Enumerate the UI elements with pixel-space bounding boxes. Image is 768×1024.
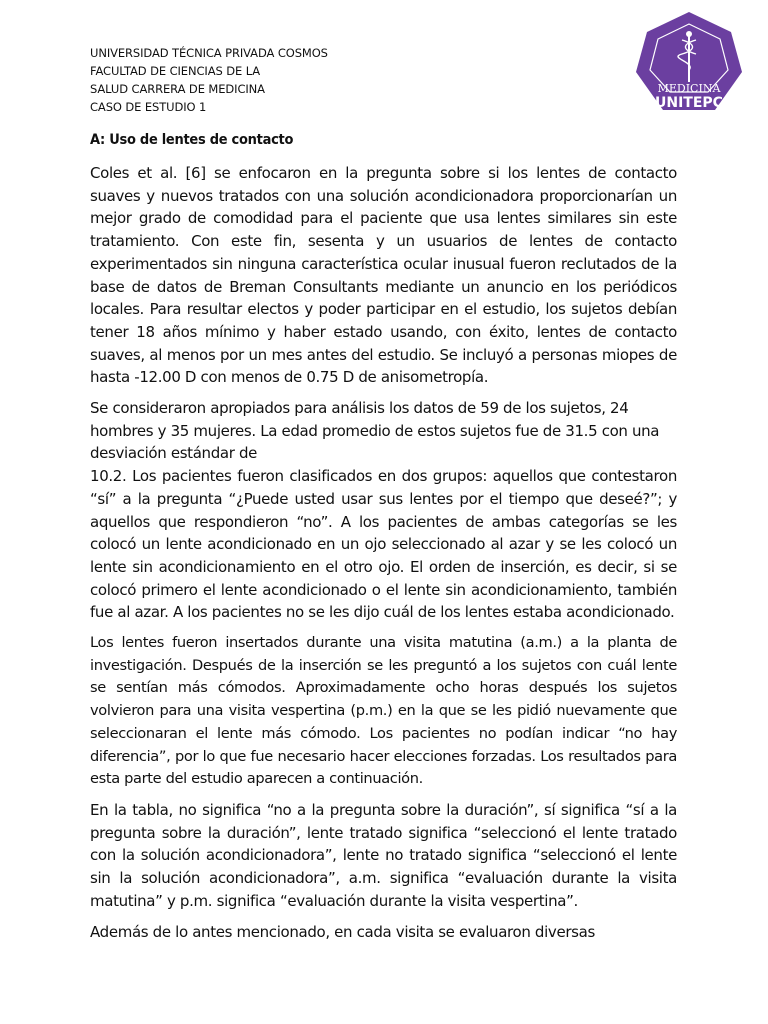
paragraph: Además de lo antes mencionado, en cada visita se evaluaron diversas bbox=[90, 922, 595, 941]
document-header bbox=[90, 44, 328, 116]
section-heading: A: Uso de lentes de contacto bbox=[90, 132, 294, 148]
document-body bbox=[90, 162, 677, 951]
header-faculty: FACULTAD DE CIENCIAS DE LA bbox=[90, 64, 261, 78]
paragraph: En la tabla, no significa “no a la pregunta sobre la duración”, sí significa “sí a la pregunta sobre la duración”, lente tratado significa “seleccionó el lente tratado con la solución acondicionadora”, lente no tratado significa “seleccionó el lente sin la solución acondicionadora”, a.m. significa “evaluación durante la visita matutina” y p.m. significa “evaluación durante la visita vespertina”. bbox=[90, 800, 677, 910]
logo-brand-text: UNITEPC bbox=[655, 95, 723, 111]
header-career: SALUD CARRERA DE MEDICINA bbox=[90, 82, 265, 96]
logo-medicina-text: MEDICINA bbox=[657, 82, 721, 95]
paragraph: Se consideraron apropiados para análisis los datos de 59 de los sujetos, 24 hombres y 35 mujeres. La edad promedio de estos sujetos fue de 31.5 con una desviación estándar de bbox=[90, 399, 660, 463]
paragraph: 10.2. Los pacientes fueron clasificados en dos grupos: aquellos que contestaron “sí” a la pregunta “¿Puede usted usar sus lentes por el tiempo que deseé?”; y aquellos que respondieron “no”. A los pacientes de ambas categorías se les colocó un lente acondicionado en un ojo seleccionado al azar y se les colocó un lente sin acondicionamiento en el otro ojo. El orden de inserción, es decir, si se colocó primero el lente acondicionado o el lente sin acondicionamiento, también fue al azar. A los pacientes no se les dijo cuál de los lentes estaba acondicionado. bbox=[90, 467, 677, 622]
header-case: CASO DE ESTUDIO 1 bbox=[90, 100, 207, 114]
unitepc-logo bbox=[632, 10, 746, 114]
paragraph: Coles et al. [6] se enfocaron en la pregunta sobre si los lentes de contacto suaves y nuevos tratados con una solución acondicionadora proporcionarían un mejor grado de comodidad para el paciente que usa lentes similares sin este tratamiento. Con este fin, sesenta y un usuarios de lentes de contacto experimentados sin ninguna característica ocular inusual fueron reclutados de la base de datos de Breman Consultants mediante un anuncio en los periódicos locales. Para resultar electos y poder participar en el estudio, los sujetos debían tener 18 años mínimo y haber estado usando, con éxito, lentes de contacto suaves, al menos por un mes antes del estudio. Se incluyó a personas miopes de hasta -12.00 D con menos de 0.75 D de anisometropía. bbox=[90, 164, 677, 387]
paragraph: Los lentes fueron insertados durante una visita matutina (a.m.) a la planta de investigación. Después de la inserción se les preguntó a los sujetos con cuál lente se sentían más cómodos. Aproximadamente ocho horas después los sujetos volvieron para una visita vespertina (p.m.) en la que se les pidió nuevamente que seleccionaran el lente más cómodo. Los pacientes no podían indicar “no hay diferencia”, por lo que fue necesario hacer elecciones forzadas. Los resultados para esta parte del estudio aparecen a continuación. bbox=[90, 634, 677, 788]
header-university: UNIVERSIDAD TÉCNICA PRIVADA COSMOS bbox=[90, 46, 328, 60]
